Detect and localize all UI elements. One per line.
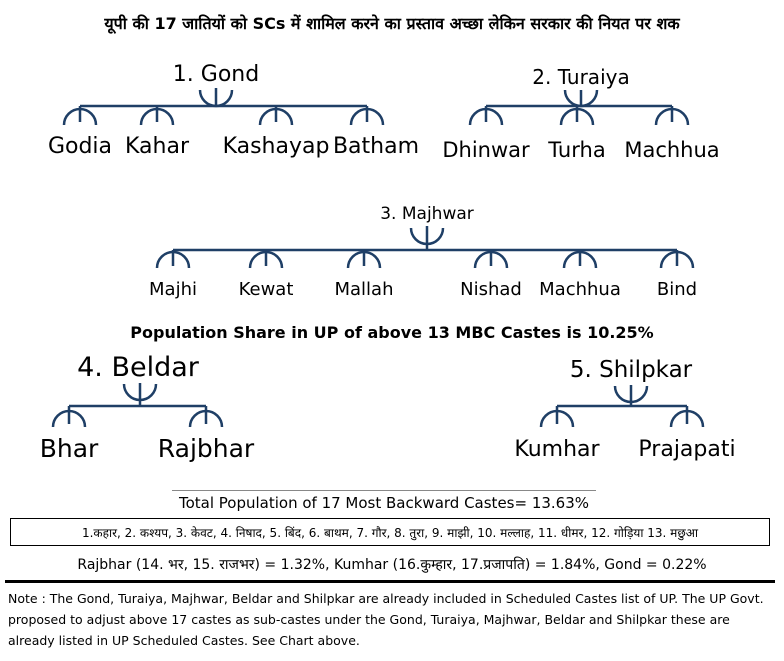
majhwar-child-machhua: Machhua (539, 279, 621, 300)
caste-list-box: 1.कहार, 2. कश्यप, 3. केवट, 4. निषाद, 5. बिंद, 6. बाथम, 7. गौर, 8. तुरा, 9. माझी, 10. मल्लाह, 11. धीमर, 12. गोड़िया 13. मछुआ (10, 518, 770, 546)
divider-rule (5, 580, 775, 583)
majhwar-child-nishad: Nishad (460, 279, 522, 300)
group-majhwar-label: 3. Majhwar (380, 204, 474, 224)
turaiya-child-dhinwar: Dhinwar (442, 138, 530, 162)
total-population-box: Total Population of 17 Most Backward Castes= 13.63% (172, 490, 596, 519)
gond-child-kashayap: Kashayap (222, 134, 330, 159)
group-gond-label: 1. Gond (172, 62, 260, 87)
group-turaiya-label: 2. Turaiya (532, 65, 630, 89)
majhwar-child-bind: Bind (656, 279, 698, 300)
footnote: Note : The Gond, Turaiya, Majhwar, Beldar and Shilpkar are already included in Scheduled Castes list of UP. The UP Govt. proposed to adjust above 17 castes as sub-castes under the Gond, Turaiya, Majhwar, Beldar and Shilpkar these are already listed in UP Scheduled Castes. See Chart above. (8, 591, 764, 648)
population-share-text: Population Share in UP of above 13 MBC Castes is 10.25% (130, 323, 654, 342)
gond-child-godia: Godia (47, 134, 113, 159)
gond-child-batham: Batham (332, 134, 420, 159)
beldar-child-bhar: Bhar (39, 434, 99, 463)
turaiya-child-machhua: Machhua (624, 138, 720, 162)
turaiya-child-turha: Turha (548, 138, 606, 162)
headline: यूपी की 17 जातियों को SCs में शामिल करने का प्रस्ताव अच्छा लेकिन सरकार की नियत पर शक (104, 14, 680, 33)
majhwar-child-majhi: Majhi (149, 279, 197, 300)
beldar-child-rajbhar: Rajbhar (157, 434, 255, 463)
shilpkar-child-kumhar: Kumhar (514, 437, 600, 462)
group-shilpkar-label: 5. Shilpkar (569, 357, 693, 383)
share-breakdown-text: Rajbhar (14. भर, 15. राजभर) = 1.32%, Kumhar (16.कुम्हार, 17.प्रजापति) = 1.84%, Gond = 0.22% (77, 557, 707, 573)
majhwar-child-kewat: Kewat (238, 279, 294, 300)
shilpkar-child-prajapati: Prajapati (638, 437, 736, 462)
group-beldar-label: 4. Beldar (77, 352, 199, 383)
majhwar-child-mallah: Mallah (334, 279, 394, 300)
gond-child-kahar: Kahar (125, 134, 189, 159)
